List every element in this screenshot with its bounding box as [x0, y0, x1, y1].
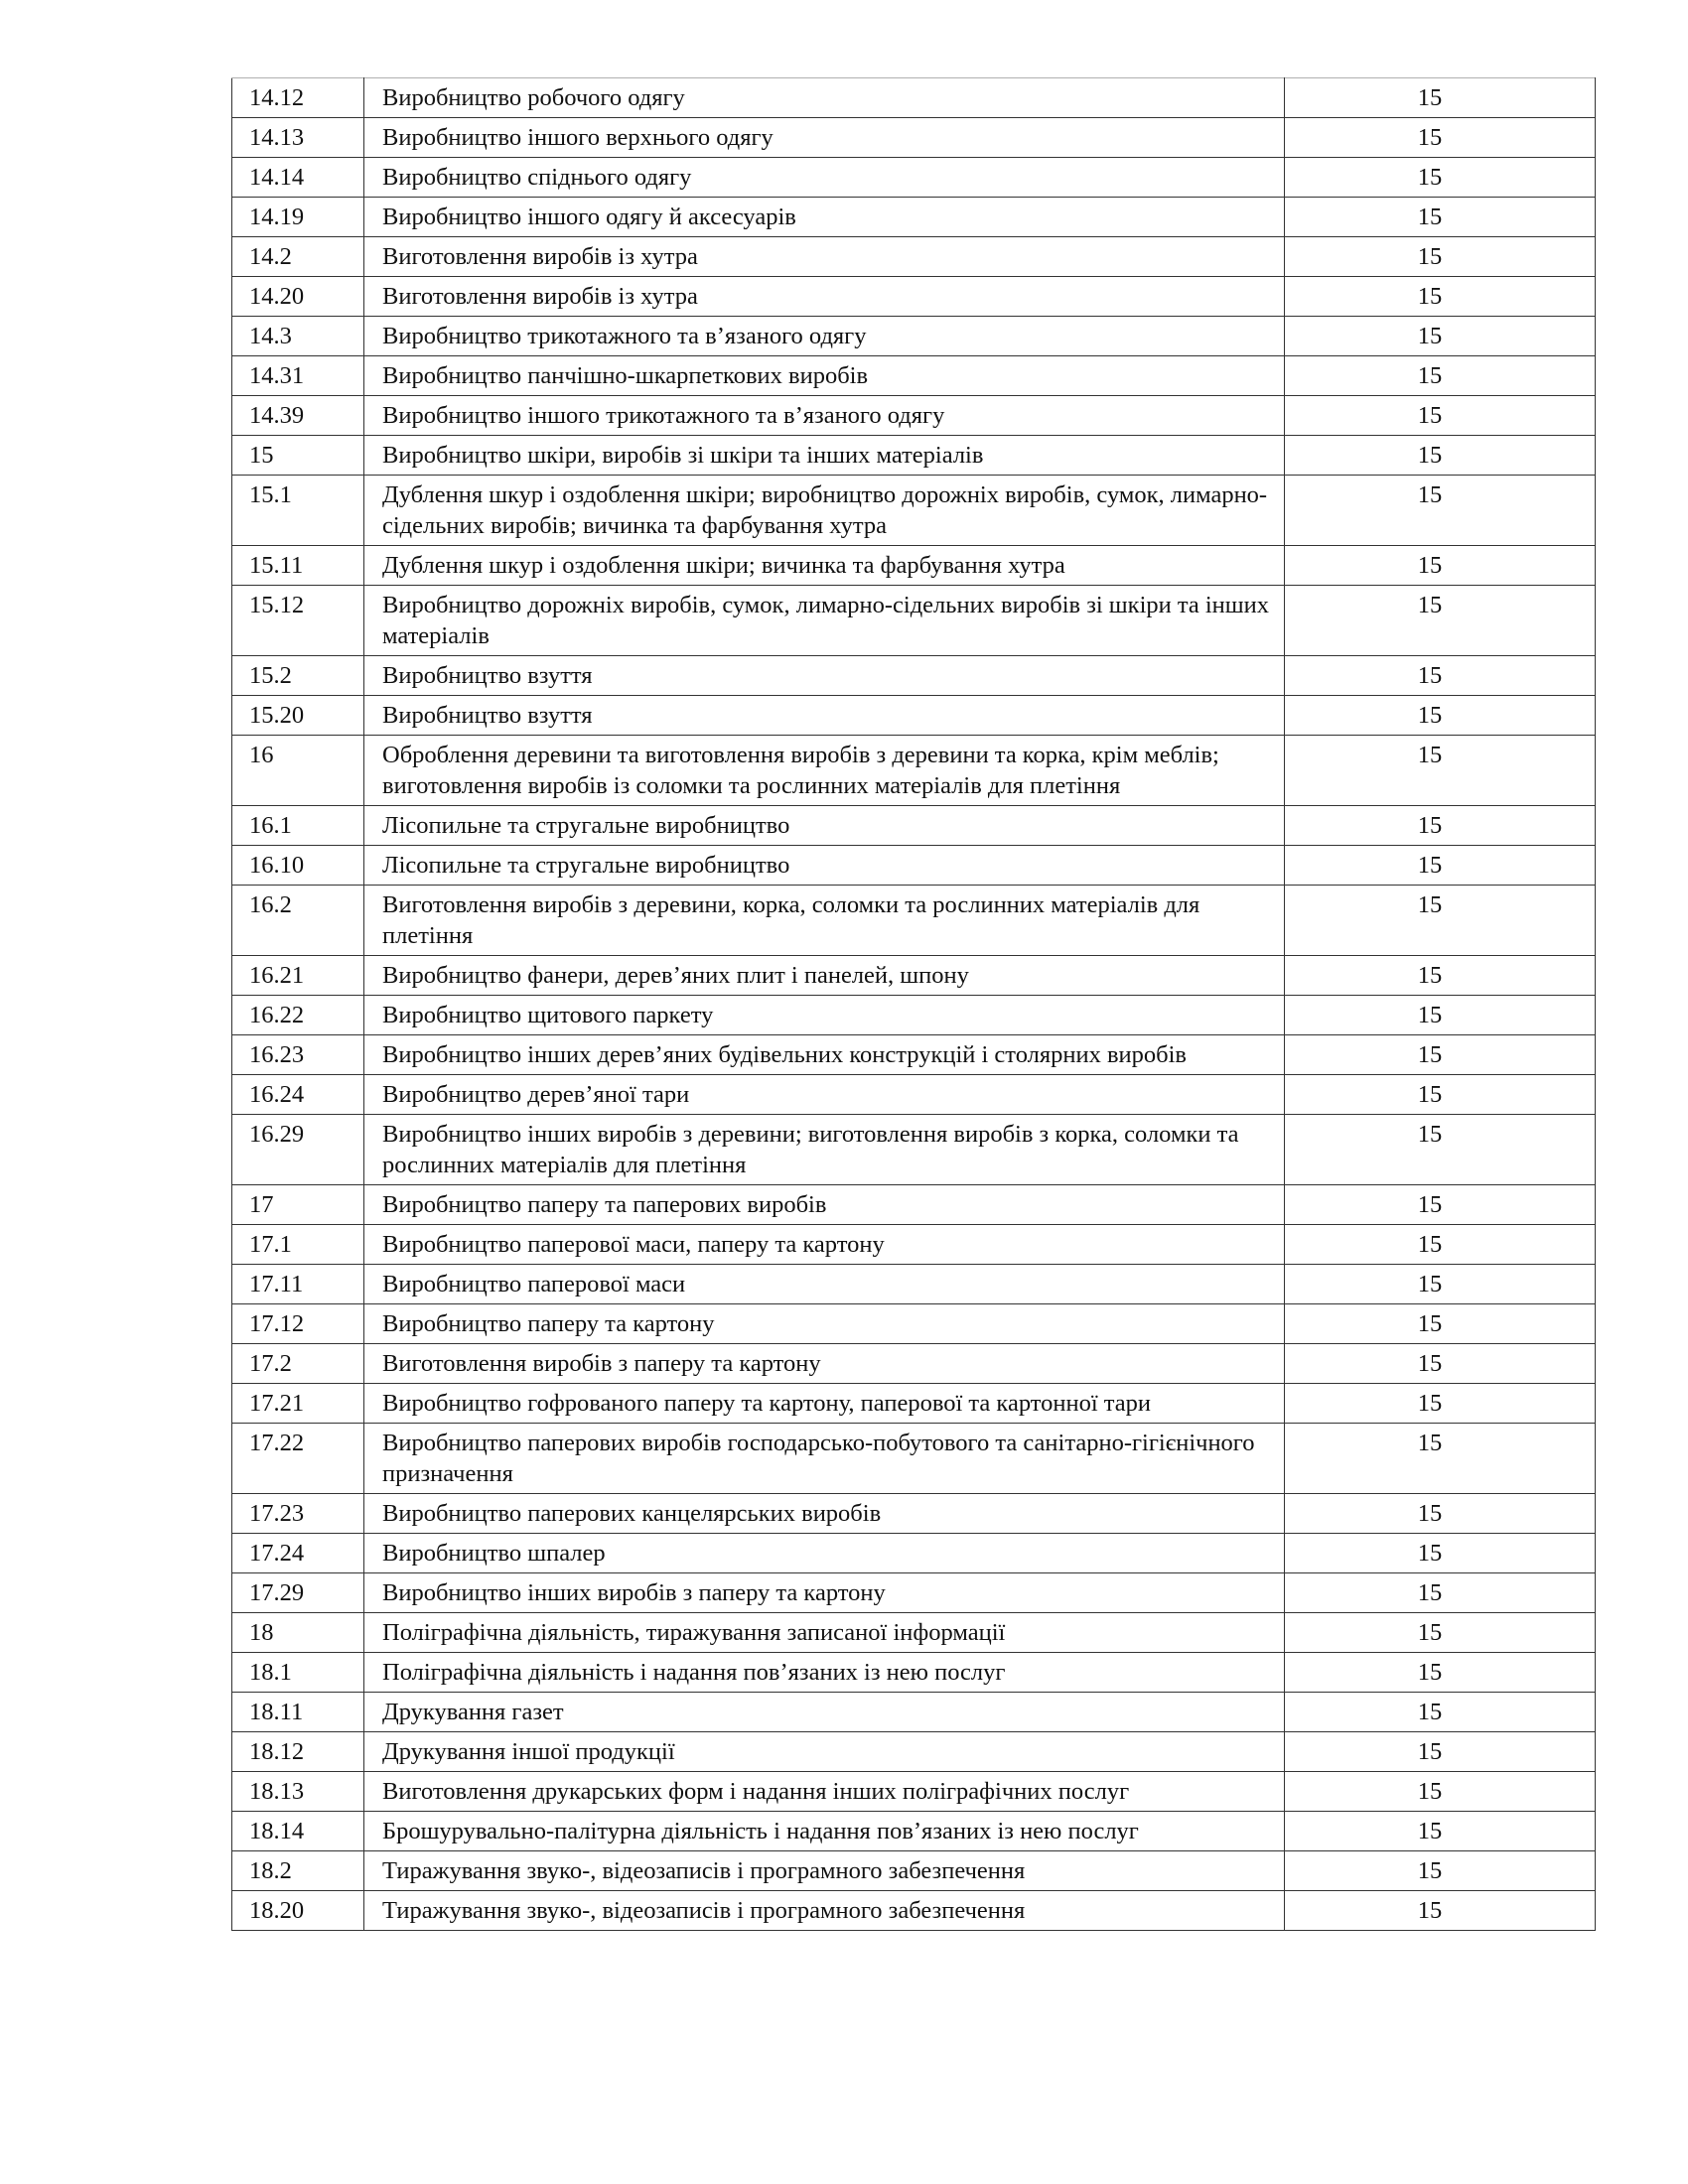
- activity-name-cell: Виготовлення виробів з деревини, корка, соломки та рослинних матеріалів для плетіння: [364, 886, 1285, 956]
- table-row: [232, 1265, 1596, 1304]
- table-body: [232, 78, 1596, 1931]
- activity-name-cell: Друкування іншої продукції: [364, 1732, 1285, 1772]
- table-row: [232, 78, 1596, 118]
- activity-code-cell: 14.14: [232, 158, 364, 198]
- rate-cell: 15: [1285, 1534, 1596, 1573]
- activity-name-cell: Виробництво іншого верхнього одягу: [364, 118, 1285, 158]
- activity-name-cell: Виробництво спіднього одягу: [364, 158, 1285, 198]
- table-row: [232, 476, 1596, 546]
- activity-name-cell: Брошурувально-палітурна діяльність і надання пов’язаних із нею послуг: [364, 1812, 1285, 1851]
- activity-code-cell: 16.1: [232, 806, 364, 846]
- rate-cell: 15: [1285, 996, 1596, 1035]
- activity-code-cell: 16.10: [232, 846, 364, 886]
- rate-cell: 15: [1285, 1812, 1596, 1851]
- rate-cell: 15: [1285, 158, 1596, 198]
- activity-code-cell: 17.11: [232, 1265, 364, 1304]
- activity-code-cell: 17.22: [232, 1424, 364, 1494]
- rate-cell: 15: [1285, 1693, 1596, 1732]
- activity-code-cell: 18: [232, 1613, 364, 1653]
- rate-cell: 15: [1285, 1304, 1596, 1344]
- rate-cell: 15: [1285, 1265, 1596, 1304]
- activity-code-cell: 14.12: [232, 78, 364, 118]
- activity-name-cell: Виробництво дерев’яної тари: [364, 1075, 1285, 1115]
- rate-cell: 15: [1285, 1035, 1596, 1075]
- activity-code-cell: 14.19: [232, 198, 364, 237]
- table-row: [232, 356, 1596, 396]
- table-row: [232, 956, 1596, 996]
- rate-cell: 15: [1285, 886, 1596, 956]
- table-row: [232, 436, 1596, 476]
- activity-code-cell: 18.14: [232, 1812, 364, 1851]
- activity-name-cell: Виробництво гофрованого паперу та картону, паперової та картонної тари: [364, 1384, 1285, 1424]
- rate-cell: 15: [1285, 476, 1596, 546]
- table-row: [232, 546, 1596, 586]
- activity-name-cell: Дублення шкур і оздоблення шкіри; виробництво дорожніх виробів, сумок, лимарно-сідельних виробів; вичинка та фарбування хутра: [364, 476, 1285, 546]
- activity-code-cell: 17.23: [232, 1494, 364, 1534]
- activity-code-cell: 16.22: [232, 996, 364, 1035]
- activity-name-cell: Виробництво дорожніх виробів, сумок, лимарно-сідельних виробів зі шкіри та інших матеріалів: [364, 586, 1285, 656]
- activity-name-cell: Тиражування звуко-, відеозаписів і програмного забезпечення: [364, 1891, 1285, 1931]
- activity-name-cell: Поліграфічна діяльність і надання пов’язаних із нею послуг: [364, 1653, 1285, 1693]
- activity-code-cell: 15.11: [232, 546, 364, 586]
- table-row: [232, 1494, 1596, 1534]
- activity-code-cell: 18.2: [232, 1851, 364, 1891]
- activity-code-cell: 16.23: [232, 1035, 364, 1075]
- activity-name-cell: Виробництво іншого трикотажного та в’язаного одягу: [364, 396, 1285, 436]
- rate-cell: 15: [1285, 317, 1596, 356]
- table-row: [232, 806, 1596, 846]
- activity-code-cell: 16.29: [232, 1115, 364, 1185]
- rate-cell: 15: [1285, 1115, 1596, 1185]
- activity-name-cell: Виробництво паперових виробів господарсько-побутового та санітарно-гігієнічного призначення: [364, 1424, 1285, 1494]
- rate-cell: 15: [1285, 1185, 1596, 1225]
- activity-name-cell: Виробництво взуття: [364, 656, 1285, 696]
- table-row: [232, 1185, 1596, 1225]
- activity-code-cell: 17.12: [232, 1304, 364, 1344]
- table-row: [232, 1891, 1596, 1931]
- activity-name-cell: Виробництво паперових канцелярських виробів: [364, 1494, 1285, 1534]
- table-row: [232, 1534, 1596, 1573]
- activity-name-cell: Поліграфічна діяльність, тиражування записаної інформації: [364, 1613, 1285, 1653]
- table-row: [232, 1035, 1596, 1075]
- rate-cell: 15: [1285, 356, 1596, 396]
- activity-code-cell: 14.3: [232, 317, 364, 356]
- activity-code-cell: 18.12: [232, 1732, 364, 1772]
- activity-name-cell: Виробництво паперу та паперових виробів: [364, 1185, 1285, 1225]
- table-row: [232, 736, 1596, 806]
- rate-cell: 15: [1285, 1424, 1596, 1494]
- rate-cell: 15: [1285, 436, 1596, 476]
- activity-code-cell: 18.11: [232, 1693, 364, 1732]
- table-row: [232, 158, 1596, 198]
- table-row: [232, 1812, 1596, 1851]
- table-row: [232, 1115, 1596, 1185]
- activity-code-cell: 17.24: [232, 1534, 364, 1573]
- activity-name-cell: Виробництво робочого одягу: [364, 78, 1285, 118]
- activity-code-cell: 14.31: [232, 356, 364, 396]
- rate-cell: 15: [1285, 1613, 1596, 1653]
- rate-cell: 15: [1285, 736, 1596, 806]
- table-row: [232, 1225, 1596, 1265]
- activity-name-cell: Виробництво щитового паркету: [364, 996, 1285, 1035]
- rate-cell: 15: [1285, 118, 1596, 158]
- rate-cell: 15: [1285, 806, 1596, 846]
- table-row: [232, 1304, 1596, 1344]
- table-row: [232, 1424, 1596, 1494]
- table-row: [232, 586, 1596, 656]
- activity-name-cell: Виробництво трикотажного та в’язаного одягу: [364, 317, 1285, 356]
- activity-name-cell: Виробництво паперової маси, паперу та картону: [364, 1225, 1285, 1265]
- rate-cell: 15: [1285, 1851, 1596, 1891]
- activity-code-cell: 14.39: [232, 396, 364, 436]
- activity-name-cell: Оброблення деревини та виготовлення виробів з деревини та корка, крім меблів; виготовлення виробів із соломки та рослинних матеріалів для плетіння: [364, 736, 1285, 806]
- rate-cell: 15: [1285, 656, 1596, 696]
- activity-code-cell: 15.1: [232, 476, 364, 546]
- activity-name-cell: Виробництво інших виробів з деревини; виготовлення виробів з корка, соломки та рослинних матеріалів для плетіння: [364, 1115, 1285, 1185]
- activity-code-cell: 17.21: [232, 1384, 364, 1424]
- activity-code-cell: 14.13: [232, 118, 364, 158]
- activity-code-cell: 17.29: [232, 1573, 364, 1613]
- activity-code-cell: 15.12: [232, 586, 364, 656]
- activity-code-cell: 18.20: [232, 1891, 364, 1931]
- rate-cell: 15: [1285, 1573, 1596, 1613]
- table-row: [232, 846, 1596, 886]
- rate-cell: 15: [1285, 1344, 1596, 1384]
- activity-code-cell: 15.20: [232, 696, 364, 736]
- activity-code-cell: 17: [232, 1185, 364, 1225]
- table-row: [232, 198, 1596, 237]
- activity-name-cell: Виробництво взуття: [364, 696, 1285, 736]
- activity-code-cell: 15: [232, 436, 364, 476]
- activity-code-cell: 16.24: [232, 1075, 364, 1115]
- table-row: [232, 317, 1596, 356]
- rate-cell: 15: [1285, 1075, 1596, 1115]
- activity-name-cell: Виготовлення виробів із хутра: [364, 277, 1285, 317]
- activity-name-cell: Лісопильне та стругальне виробництво: [364, 846, 1285, 886]
- activity-name-cell: Виготовлення друкарських форм і надання інших поліграфічних послуг: [364, 1772, 1285, 1812]
- activity-code-cell: 15.2: [232, 656, 364, 696]
- activity-code-cell: 17.1: [232, 1225, 364, 1265]
- activity-code-cell: 18.13: [232, 1772, 364, 1812]
- table-row: [232, 1573, 1596, 1613]
- table-row: [232, 277, 1596, 317]
- rate-cell: 15: [1285, 1494, 1596, 1534]
- rate-cell: 15: [1285, 396, 1596, 436]
- activity-name-cell: Виготовлення виробів із хутра: [364, 237, 1285, 277]
- table-row: [232, 1384, 1596, 1424]
- rate-cell: 15: [1285, 1384, 1596, 1424]
- activity-name-cell: Виробництво інших дерев’яних будівельних конструкцій і столярних виробів: [364, 1035, 1285, 1075]
- rate-cell: 15: [1285, 696, 1596, 736]
- activity-code-cell: 14.20: [232, 277, 364, 317]
- rate-cell: 15: [1285, 1732, 1596, 1772]
- activity-name-cell: Друкування газет: [364, 1693, 1285, 1732]
- activity-code-cell: 18.1: [232, 1653, 364, 1693]
- activity-codes-table: [231, 77, 1596, 1931]
- table-row: [232, 696, 1596, 736]
- rate-cell: 15: [1285, 586, 1596, 656]
- activity-name-cell: Виробництво паперу та картону: [364, 1304, 1285, 1344]
- activity-name-cell: Дублення шкур і оздоблення шкіри; вичинка та фарбування хутра: [364, 546, 1285, 586]
- activity-code-cell: 17.2: [232, 1344, 364, 1384]
- activity-code-cell: 16.2: [232, 886, 364, 956]
- rate-cell: 15: [1285, 198, 1596, 237]
- table-row: [232, 118, 1596, 158]
- table-row: [232, 1693, 1596, 1732]
- activity-name-cell: Тиражування звуко-, відеозаписів і програмного забезпечення: [364, 1851, 1285, 1891]
- table-row: [232, 1613, 1596, 1653]
- rate-cell: 15: [1285, 546, 1596, 586]
- rate-cell: 15: [1285, 237, 1596, 277]
- activity-name-cell: Виготовлення виробів з паперу та картону: [364, 1344, 1285, 1384]
- table-row: [232, 237, 1596, 277]
- rate-cell: 15: [1285, 78, 1596, 118]
- activity-name-cell: Виробництво шкіри, виробів зі шкіри та інших матеріалів: [364, 436, 1285, 476]
- rate-cell: 15: [1285, 1225, 1596, 1265]
- activity-name-cell: Виробництво іншого одягу й аксесуарів: [364, 198, 1285, 237]
- activity-name-cell: Лісопильне та стругальне виробництво: [364, 806, 1285, 846]
- activity-name-cell: Виробництво фанери, дерев’яних плит і панелей, шпону: [364, 956, 1285, 996]
- table-row: [232, 1344, 1596, 1384]
- activity-name-cell: Виробництво шпалер: [364, 1534, 1285, 1573]
- activity-name-cell: Виробництво інших виробів з паперу та картону: [364, 1573, 1285, 1613]
- activity-code-cell: 16.21: [232, 956, 364, 996]
- table-row: [232, 396, 1596, 436]
- rate-cell: 15: [1285, 956, 1596, 996]
- rate-cell: 15: [1285, 1891, 1596, 1931]
- table-row: [232, 1772, 1596, 1812]
- rate-cell: 15: [1285, 846, 1596, 886]
- activity-code-cell: 16: [232, 736, 364, 806]
- rate-cell: 15: [1285, 277, 1596, 317]
- table-row: [232, 886, 1596, 956]
- rate-cell: 15: [1285, 1653, 1596, 1693]
- table-row: [232, 656, 1596, 696]
- table-row: [232, 1851, 1596, 1891]
- table-row: [232, 1075, 1596, 1115]
- activity-code-cell: 14.2: [232, 237, 364, 277]
- table-row: [232, 1653, 1596, 1693]
- activity-name-cell: Виробництво панчішно-шкарпеткових виробів: [364, 356, 1285, 396]
- table-row: [232, 1732, 1596, 1772]
- table-row: [232, 996, 1596, 1035]
- rate-cell: 15: [1285, 1772, 1596, 1812]
- activity-name-cell: Виробництво паперової маси: [364, 1265, 1285, 1304]
